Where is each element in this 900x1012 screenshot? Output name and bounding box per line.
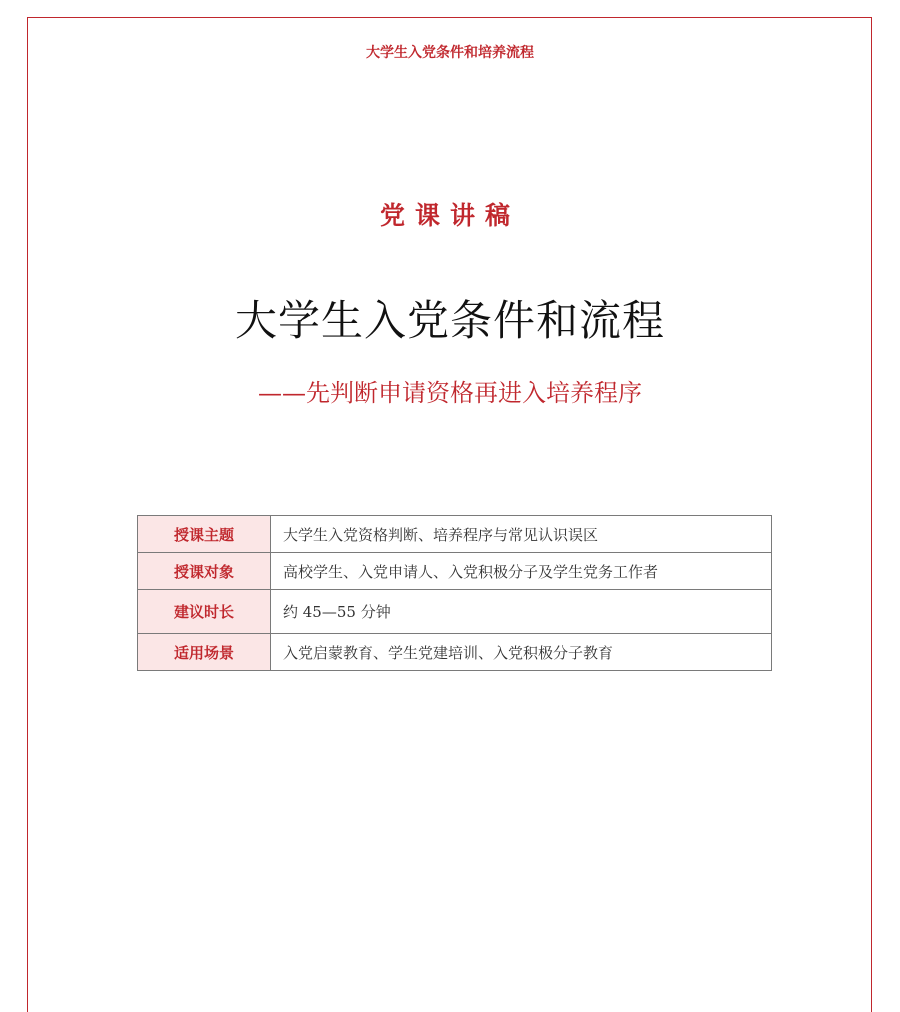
lecture-info-table xyxy=(137,515,772,671)
row-value: 大学生入党资格判断、培养程序与常见认识误区 xyxy=(271,516,772,553)
document-type-label: 党课讲稿 xyxy=(379,201,520,230)
page-subtitle: ——先判断申请资格再进入培养程序 xyxy=(258,379,642,407)
page-title: 大学生入党条件和流程 xyxy=(234,296,665,345)
table-row xyxy=(138,516,772,553)
row-label: 授课主题 xyxy=(138,516,271,553)
table-row xyxy=(138,590,772,634)
row-label: 建议时长 xyxy=(138,590,271,634)
row-label: 适用场景 xyxy=(138,634,271,671)
row-value: 入党启蒙教育、学生党建培训、入党积极分子教育 xyxy=(271,634,772,671)
row-value: 约 45—55 分钟 xyxy=(271,590,772,634)
running-header: 大学生入党条件和培养流程 xyxy=(366,45,534,61)
table-row xyxy=(138,634,772,671)
table-row xyxy=(138,553,772,590)
row-value: 高校学生、入党申请人、入党积极分子及学生党务工作者 xyxy=(271,553,772,590)
row-label: 授课对象 xyxy=(138,553,271,590)
